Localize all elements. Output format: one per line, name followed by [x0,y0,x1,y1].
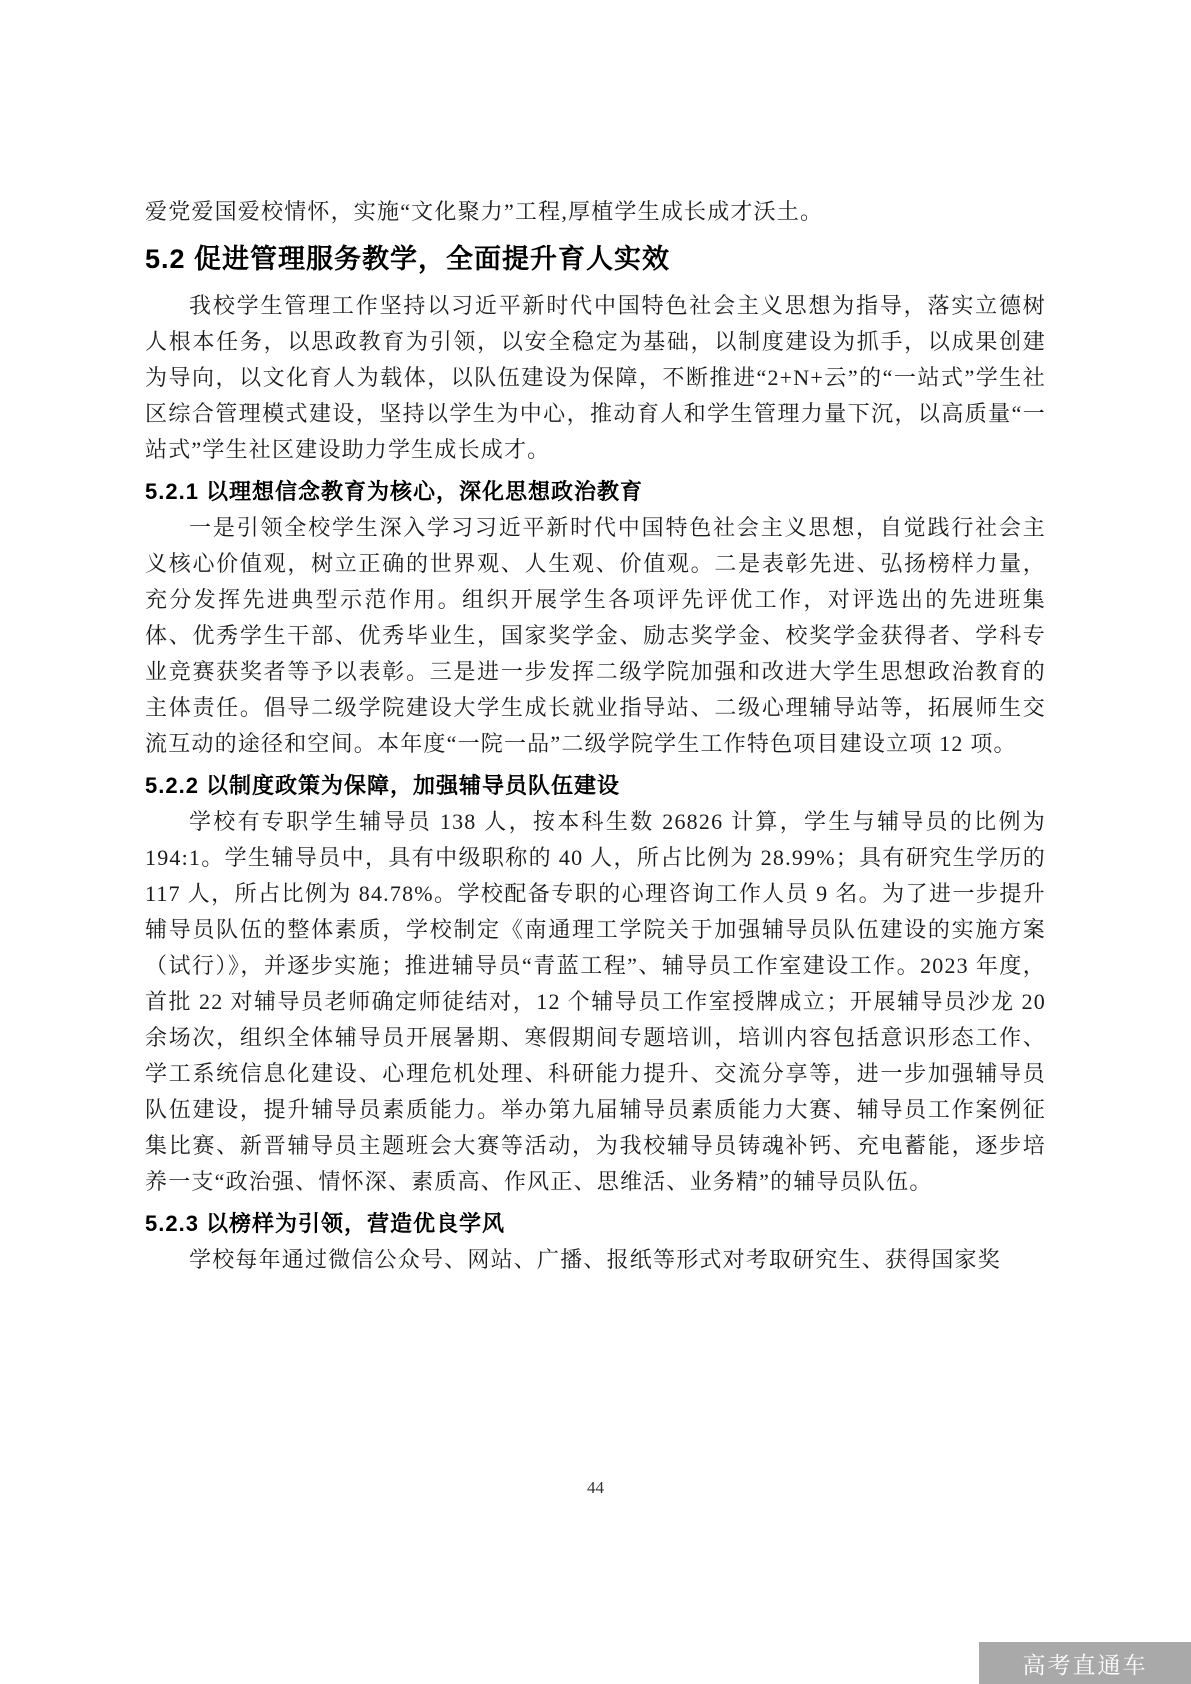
subsection-paragraph-5-2-2: 学校有专职学生辅导员 138 人，按本科生数 26826 计算，学生与辅导员的比例为 194:1。学生辅导员中，具有中级职称的 40 人，所占比例为 28.99%；具有研究生学历的 117 人，所占比例为 84.78%。学校配备专职的心理咨询工作人员 9 名。为了进一步提升辅导员队伍的整体素质，学校制定《南通理工学院关于加强辅导员队伍建设的实施方案（试行）》，并逐步实施；推进辅导员“青蓝工程”、辅导员工作室建设工作。2023 年度，首批 22 对辅导员老师确定师徒结对，12 个辅导员工作室授牌成立；开展辅导员沙龙 20 余场次，组织全体辅导员开展暑期、寒假期间专题培训，培训内容包括意识形态工作、学工系统信息化建设、心理危机处理、科研能力提升、交流分享等，进一步加强辅导员队伍建设，提升辅导员素质能力。举办第九届辅导员素质能力大赛、辅导员工作案例征集比赛、新晋辅导员主题班会大赛等活动，为我校辅导员铸魂补钙、充电蓄能，逐步培养一支“政治强、情怀深、素质高、作风正、思维活、业务精”的辅导员队伍。 [145,809,1046,1194]
watermark-badge [979,1642,1191,1684]
subsection-paragraph-5-2-1: 一是引领全校学生深入学习习近平新时代中国特色社会主义思想，自觉践行社会主义核心价值观，树立正确的世界观、人生观、价值观。二是表彰先进、弘扬榜样力量，充分发挥先进典型示范作用。组织开展学生各项评先评优工作，对评选出的先进班集体、优秀学生干部、优秀毕业生，国家奖学金、励志奖学金、校奖学金获得者、学科专业竞赛获奖者等予以表彰。三是进一步发挥二级学院加强和改进大学生思想政治教育的主体责任。倡导二级学院建设大学生成长就业指导站、二级心理辅导站等，拓展师生交流互动的途径和空间。本年度“一院一品”二级学院学生工作特色项目建设立项 12 项。 [145,515,1046,756]
subsection-heading-5-2-2: 5.2.2 以制度政策为保障，加强辅导员队伍建设 [145,773,621,798]
subsection-heading-5-2-1: 5.2.1 以理想信念教育为核心，深化思想政治教育 [145,479,644,504]
lead-paragraph: 爱党爱国爱校情怀，实施“文化聚力”工程,厚植学生成长成才沃土。 [145,199,824,224]
watermark-label: 高考直通车 [1022,1651,1148,1678]
section-intro-paragraph: 我校学生管理工作坚持以习近平新时代中国特色社会主义思想为指导，落实立德树人根本任务，以思政教育为引领，以安全稳定为基础，以制度建设为抓手，以成果创建为导向，以文化育人为载体，以队伍建设为保障，不断推进“2+N+云”的“一站式”学生社区综合管理模式建设，坚持以学生为中心，推动育人和学生管理力量下沉，以高质量“一站式”学生社区建设助力学生成长成才。 [145,293,1046,462]
page-number: 44 [587,1478,604,1497]
document-content [145,194,1046,1278]
subsection-heading-5-2-3: 5.2.3 以榜样为引领，营造优良学风 [145,1211,506,1236]
section-heading-5-2: 5.2 促进管理服务教学，全面提升育人实效 [145,244,671,274]
subsection-paragraph-5-2-3: 学校每年通过微信公众号、网站、广播、报纸等形式对考取研究生、获得国家奖 [189,1247,1002,1272]
